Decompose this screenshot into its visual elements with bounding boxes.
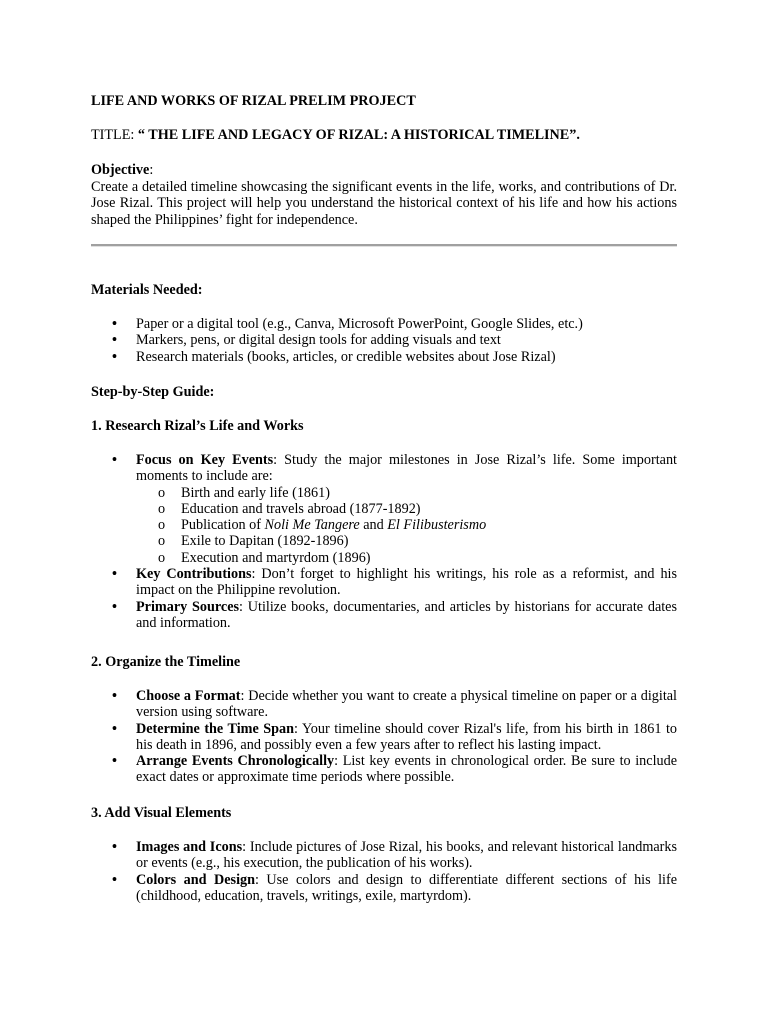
item-text: : Include pictures of Jose Rizal, his books, and relevant historical landmarks or events (e.g., his execution, the publication of his works). [136, 839, 677, 872]
list-item [91, 839, 677, 872]
sub-list-item: o Exile to Dapitan (1892-1896) [136, 533, 677, 549]
project-title-line [91, 127, 677, 143]
step2-heading: 2. Organize the Timeline [91, 654, 241, 670]
sub-list-item: o Birth and early life (1861) [136, 485, 677, 501]
item-text: : Your timeline should cover Rizal's life, from his birth in 1861 to his death in 1896, and possibly even a few years after to reflect his lasting impact. [136, 720, 677, 753]
list-item-key-contributions [91, 566, 677, 599]
item-label: Choose a Format [136, 688, 241, 704]
item-text: : Don’t forget to highlight his writings, his role as a reformist, and his impact on the Philippine revolution. [136, 566, 678, 599]
project-title: “ THE LIFE AND LEGACY OF RIZAL: A HISTORICAL TIMELINE”. [137, 127, 580, 143]
list-item [91, 872, 677, 905]
item-label: Key Contributions [136, 566, 252, 583]
objective-heading [91, 162, 677, 178]
sub-list-item [136, 517, 677, 533]
sub-list-item: o Execution and martyrdom (1896) [136, 550, 677, 566]
step1-heading: 1. Research Rizal’s Life and Works [91, 418, 304, 434]
list-item: • Paper or a digital tool (e.g., Canva, Microsoft PowerPoint, Google Slides, etc.) [91, 316, 677, 332]
key-events-sublist [136, 485, 677, 566]
item-label: Primary Sources [136, 598, 240, 615]
title-prefix: TITLE: [91, 127, 138, 143]
publication-and: and [359, 517, 388, 534]
step1-list [91, 452, 677, 631]
item-text: : Study the major milestones in Jose Rizal’s life. Some important moments to include are: [136, 452, 677, 485]
list-item: • Markers, pens, or digital design tools for adding visuals and text [91, 332, 677, 348]
item-label: Focus on Key Events [136, 452, 274, 468]
course-title: LIFE AND WORKS OF RIZAL PRELIM PROJECT [91, 93, 416, 109]
item-label: Colors and Design [136, 871, 255, 888]
objective-text: Create a detailed timeline showcasing the significant events in the life, works, and contributions of Dr. Jose Rizal. This project will help you understand the historical context of his life and how his actions shaped the Philippines’ fight for independence. [91, 179, 677, 228]
list-item-primary-sources [91, 599, 677, 632]
guide-heading: Step-by-Step Guide: [91, 384, 215, 400]
step3-heading: 3. Add Visual Elements [91, 805, 232, 821]
item-label: Determine the Time Span [136, 720, 295, 737]
item-text: : List key events in chronological order. Be sure to include exact dates or approximate time periods where possible. [136, 753, 677, 786]
item-text: : Utilize books, documentaries, and articles by historians for accurate dates and information. [136, 598, 677, 631]
materials-heading: Materials Needed: [91, 282, 203, 298]
list-item [91, 753, 677, 786]
step3-list [91, 839, 677, 904]
list-item: • Research materials (books, articles, or credible websites about Jose Rizal) [91, 349, 677, 365]
fili-title: El Filibusterismo [387, 517, 487, 534]
item-label: Images and Icons [136, 839, 243, 855]
horizontal-divider [91, 244, 677, 247]
publication-prefix: Publication of [181, 517, 265, 534]
noli-title: Noli Me Tangere [264, 517, 360, 534]
list-item [91, 688, 677, 721]
objective-label: Objective [91, 162, 150, 178]
sub-list-item: o Education and travels abroad (1877-1892) [136, 501, 677, 517]
item-text: : Decide whether you want to create a physical timeline on paper or a digital version using software. [136, 688, 677, 721]
step2-list [91, 688, 677, 786]
list-item-focus-events [91, 452, 677, 566]
objective-colon: : [149, 162, 154, 178]
item-label: Arrange Events Chronologically [136, 753, 335, 770]
item-text: : Use colors and design to differentiate different sections of his life (childhood, education, travels, writings, exile, martyrdom). [136, 871, 677, 904]
list-item [91, 721, 677, 754]
materials-list [91, 316, 677, 365]
